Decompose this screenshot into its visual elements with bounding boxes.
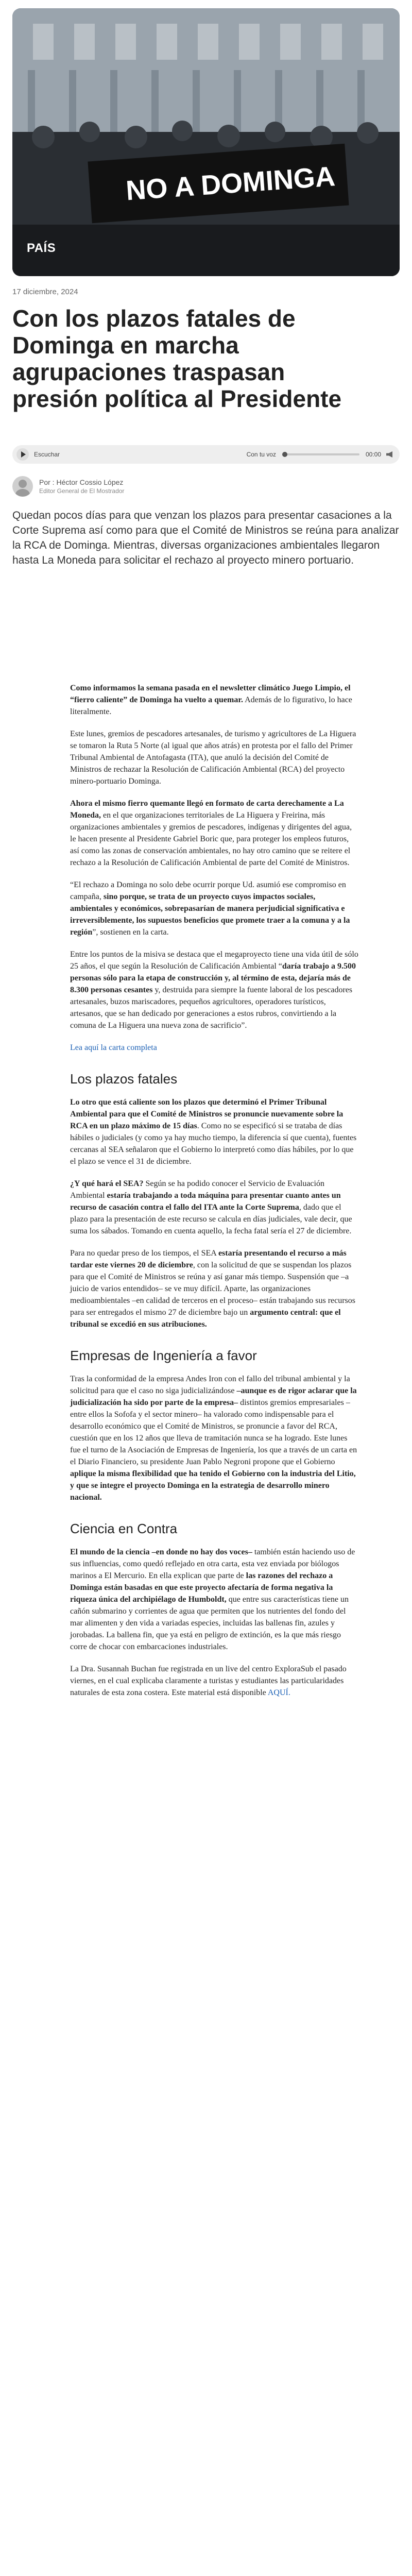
avatar	[12, 476, 33, 497]
paragraph: ¿Y qué hará el SEA? Según se ha podido conocer el Servicio de Evaluación Ambiental estaría trabajando a toda máquina para presentar cuanto antes un recurso de casación contra el fallo del ITA ante la Corte Suprema, dado que el plazo para la presentación de este recurso se calcula en días judiciales, vale decir, que suma los sábados. Tomando en cuenta aquello, la fecha fatal sería el 27 de diciembre.	[70, 1179, 352, 1235]
section-heading: Ciencia en Contra	[70, 1521, 178, 1536]
paragraph: Para no quedar preso de los tiempos, el SEA estaría presentando el recurso a más tardar este viernes 20 de diciembre, con la solicitud de que se suspendan los plazos para que el Comité de Ministros se reúna y así ganar más tiempo. Suspensión que –a juicio de varios entendidos– se ve muy difícil. Aparte, las organizaciones medioambientales –en calidad de terceros en el proceso– están trabajando sus recursos para ser entregados el mismo 27 de diciembre bajo un argumento central: que el tribunal se excedió en sus atribuciones.	[70, 1249, 356, 1329]
volume-icon[interactable]	[386, 451, 392, 457]
audio-label: Escuchar	[34, 451, 60, 458]
publish-date: 17 diciembre, 2024	[12, 287, 78, 296]
paragraph: Como informamos la semana pasada en el newsletter climático Juego Limpio, el “fierro caliente” de Dominga ha vuelto a quemar. Además de lo figurativo, lo hace literalmente.	[70, 684, 352, 716]
section-heading: Los plazos fatales	[70, 1071, 178, 1087]
author-role: Editor General de El Mostrador	[39, 487, 125, 495]
slider-handle[interactable]	[282, 452, 287, 457]
paragraph: Este lunes, gremios de pescadores artesanales, de turismo y agricultores de La Higuera se tomaron la Ruta 5 Norte (al igual que años atrás) en protesta por el fallo del Primer Tribunal Ambiental de Antofagasta (ITA), que anuló la decisión del Comité de Ministros de rechazar la Resolución de Calificación Ambiental (RCA) del proyecto minero-portuario Dominga.	[70, 730, 356, 786]
audio-time: 00:00	[365, 451, 381, 458]
audio-progress-slider[interactable]	[282, 453, 359, 455]
hero-photo	[12, 8, 400, 276]
audio-player[interactable]	[12, 445, 400, 464]
paragraph: Ahora el mismo fierro quemante llegó en formato de carta derechamente a La Moneda, en el que organizaciones territoriales de La Higuera y Freirina, más organizaciones ambientales y gremios de pescadores, indígenas y dirigentes del agua, le hacen presente al Presidente Gabriel Boric que, para proteger los empleos futuros, así como las zonas de conservación ambientales, no hay otro camino que se reitere el rechazo a la Resolución de Calificación Ambiental de parte del Comité de Ministros.	[70, 799, 352, 867]
paragraph: La Dra. Susannah Buchan fue registrada en un live del centro ExploraSub el pasado viernes, en el cual explicaba claramente a turistas y estudiantes las particularidades naturales de esta zona costera. Este material está disponible AQUÍ.	[70, 1665, 347, 1697]
hero-illustration	[12, 8, 400, 276]
section-badge[interactable]: PAÍS	[27, 241, 56, 255]
audio-voice-option[interactable]: Con tu voz	[246, 451, 276, 458]
play-icon[interactable]	[16, 448, 29, 461]
article-body	[70, 682, 358, 1709]
read-letter-link[interactable]: Lea aquí la carta completa	[70, 1043, 157, 1052]
author-name[interactable]: Por : Héctor Cossio López	[39, 478, 124, 486]
paragraph: Tras la conformidad de la empresa Andes Iron con el fallo del tribunal ambiental y la solicitud para que el caso no siga judicializándose –aunque es de rigor aclarar que la judicialización ha sido por parte de la empresa– distintos gremios empresariales –entre ellos la Sofofa y el sector minero– ha valorado como indispensable para el desarrollo económico que el Comité de Ministros, se pronuncie a favor del RCA, cuestión que en los 12 años que lleva de tramitación nunca se ha logrado. Este lunes fue el turno de la Asociación de Empresas de Ingeniería, los que a través de un carta en el Diario Financiero, su presidente Juan Pablo Negroni propone que el Gobierno aplique la misma flexibilidad que ha tenido el Gobierno con la industria del Litio, y que se integre el proyecto Dominga en la estrategia de desarrollo minero nacional.	[70, 1375, 357, 1502]
video-link[interactable]: AQUÍ.	[267, 1688, 290, 1697]
paragraph: “El rechazo a Dominga no solo debe ocurrir porque Ud. asumió ese compromiso en campaña, sino porque, se trata de un proyecto cuyos impactos sociales, ambientales y económicos, sobrepasarían de manera perjudicial significativa e irreversiblemente, los supuestos beneficios que promete traer a la comuna y a la región”, sostienen en la carta.	[70, 880, 350, 937]
article-lead: Quedan pocos días para que venzan los plazos para presentar casaciones a la Corte Suprema así como para que el Comité de Ministros se reúna para analizar la RCA de Dominga. Mientras, diversas organizaciones ambientales llegaron hasta La Moneda para solicitar el rechazo al proyecto minero portuario.	[12, 510, 399, 566]
paragraph: Entre los puntos de la misiva se destaca que el megaproyecto tiene una vida útil de sólo 25 años, el que según la Resolución de Calificación Ambiental “daría trabajo a 9.500 personas sólo para la etapa de construcción y, al término de esta, dejaría más de 8.300 personas cesantes y, destruida para siempre la fuente laboral de los pescadores artesanales, buzos mariscadores, pequeños agricultores, operadores turísticos, artesanos, que se han dedicado por generaciones a estos rubros, convirtiendo a la comuna de La Higuera una nueva zona de sacrificio”.	[70, 950, 358, 1030]
banner-text: NO A DOMINGA	[125, 161, 336, 207]
page-title: Con los plazos fatales de Dominga en marcha agrupaciones traspasan presión política al Presidente	[12, 305, 342, 412]
author-block	[12, 474, 124, 499]
paragraph: El mundo de la ciencia –en donde no hay dos voces– también están haciendo uso de sus influencias, como quedó reflejado en otra carta, esta vez enviada por biólogos marinos a El Mercurio. En ella explican que parte de las razones del rechazo a Dominga están basadas en que este proyecto afectaría de forma negativa la riqueza única del archipiélago de Humboldt, que entre sus características tiene un cañón submarino y corrientes de agua que permiten que los nutrientes del fondo del mar alimenten y den vida a variadas especies, incluidas las ballenas fin, azules y jorobadas. La ballena fin, que ya está en peligro de extinción, es la que más riesgo corre de chocar con embarcaciones industriales.	[70, 1548, 355, 1651]
paragraph: Lo otro que está caliente son los plazos que determinó el Primer Tribunal Ambiental para que el Comité de Ministros se pronuncie nuevamente sobre la RCA en un plazo máximo de 15 días. Como no se especificó si se trataba de días hábiles o judiciales (y como ya hay mucho tiempo, la diferencia sí que cuenta), fuentes cercanas al SEA señalaron que el Gobierno lo interpretó como días hábiles, por lo que el plazo se vence el 31 de diciembre.	[70, 1098, 357, 1166]
section-heading: Empresas de Ingeniería a favor	[70, 1348, 257, 1363]
